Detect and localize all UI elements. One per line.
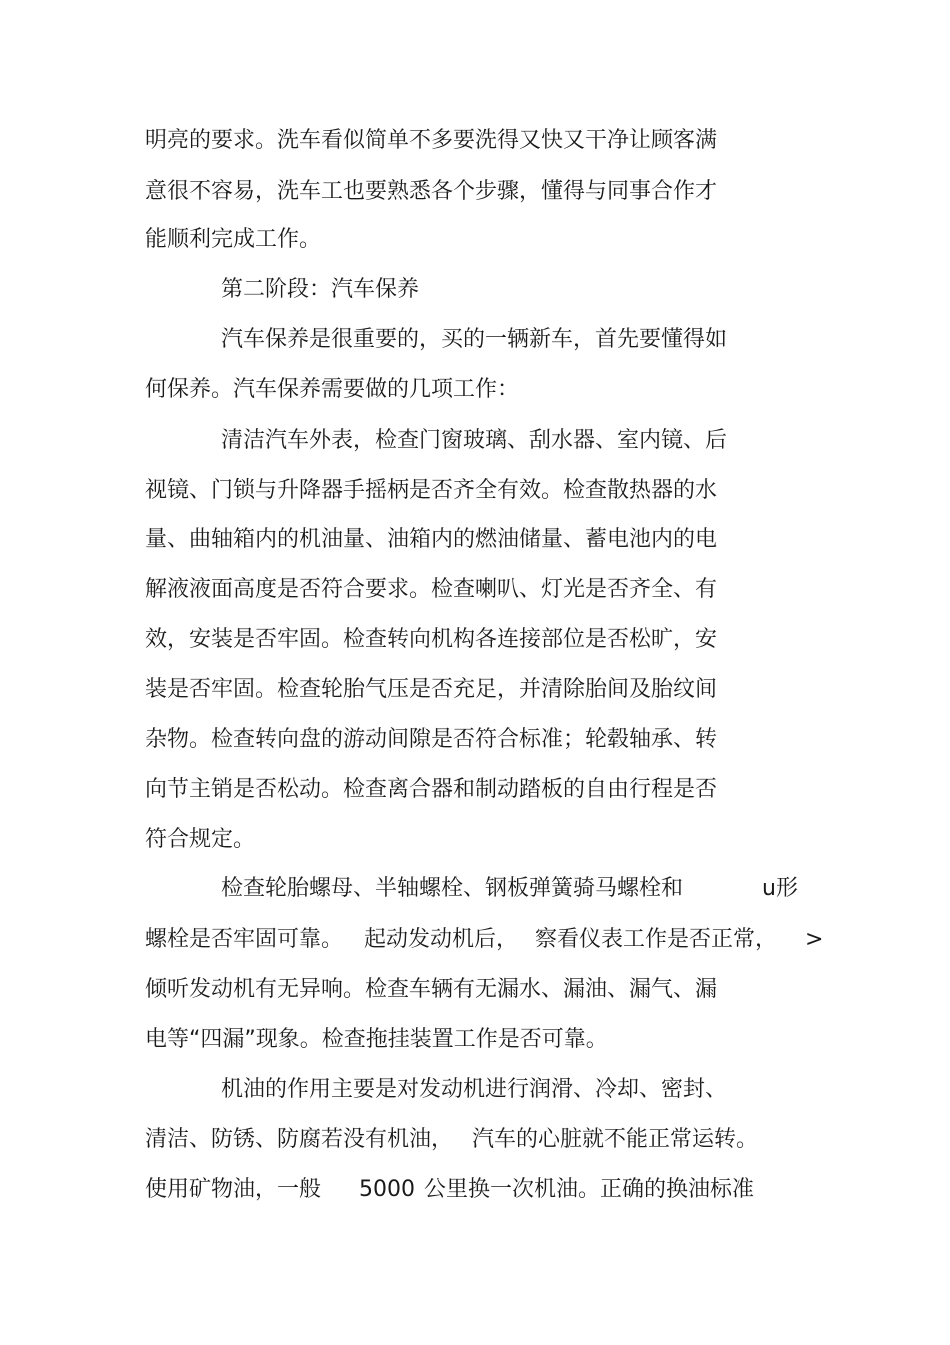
body-text-fragment: 察看仪表工作是否正常，	[535, 927, 778, 952]
section-heading: 第二阶段：汽车保养	[221, 277, 420, 302]
body-text-line: 符合规定。	[145, 827, 256, 852]
body-text-line: 视镜、门锁与升降器手摇柄是否齐全有效。检查散热器的水	[145, 478, 718, 503]
body-text-line: 向节主销是否松动。检查离合器和制动踏板的自由行程是否	[145, 777, 718, 802]
body-text-fragment: u形	[762, 876, 798, 901]
body-text-fragment: 使用矿物油，一般	[145, 1177, 322, 1202]
body-text-line: 装是否牢固。检查轮胎气压是否充足，并清除胎间及胎纹间	[145, 677, 718, 702]
body-text-fragment: 公里换一次机油。正确的换油标准	[424, 1177, 755, 1202]
body-text-fragment: >	[805, 927, 824, 952]
body-text-line: 杂物。检查转向盘的游动间隙是否符合标准；轮毂轴承、转	[145, 727, 718, 752]
body-text-line: 机油的作用主要是对发动机进行润滑、冷却、密封、	[221, 1077, 728, 1102]
body-text-line: 解液液面高度是否符合要求。检查喇叭、灯光是否齐全、有	[145, 577, 718, 602]
body-text-line: 效，安装是否牢固。检查转向机构各连接部位是否松旷，安	[145, 627, 718, 652]
body-text-fragment: 汽车的心脏就不能正常运转。	[472, 1127, 759, 1152]
body-text-line: 电等“四漏”现象。检查拖挂装置工作是否可靠。	[145, 1027, 608, 1052]
body-text-line: 能顺利完成工作。	[145, 227, 322, 252]
body-text-fragment: 5000	[359, 1177, 415, 1202]
body-text-fragment: 清洁、防锈、防腐若没有机油，	[145, 1127, 454, 1152]
body-text-line: 意很不容易，洗车工也要熟悉各个步骤，懂得与同事合作才	[145, 179, 718, 204]
body-text-line: 清洁汽车外表，检查门窗玻璃、刮水器、室内镜、后	[221, 428, 728, 453]
body-text-fragment: 起动发动机后，	[364, 927, 519, 952]
body-text-line: 倾听发动机有无异响。检查车辆有无漏水、漏油、漏气、漏	[145, 977, 718, 1002]
body-text-fragment: 螺栓是否牢固可靠。	[145, 927, 344, 952]
body-text-line: 汽车保养是很重要的，买的一辆新车，首先要懂得如	[221, 327, 728, 352]
body-text-line: 明亮的要求。洗车看似简单不多要洗得又快又干净让顾客满	[145, 128, 718, 153]
body-text-line: 量、曲轴箱内的机油量、油箱内的燃油储量、蓄电池内的电	[145, 527, 718, 552]
body-text-line: 检查轮胎螺母、半轴螺栓、钢板弹簧骑马螺栓和	[221, 876, 684, 901]
body-text-line: 何保养。汽车保养需要做的几项工作：	[145, 377, 520, 402]
